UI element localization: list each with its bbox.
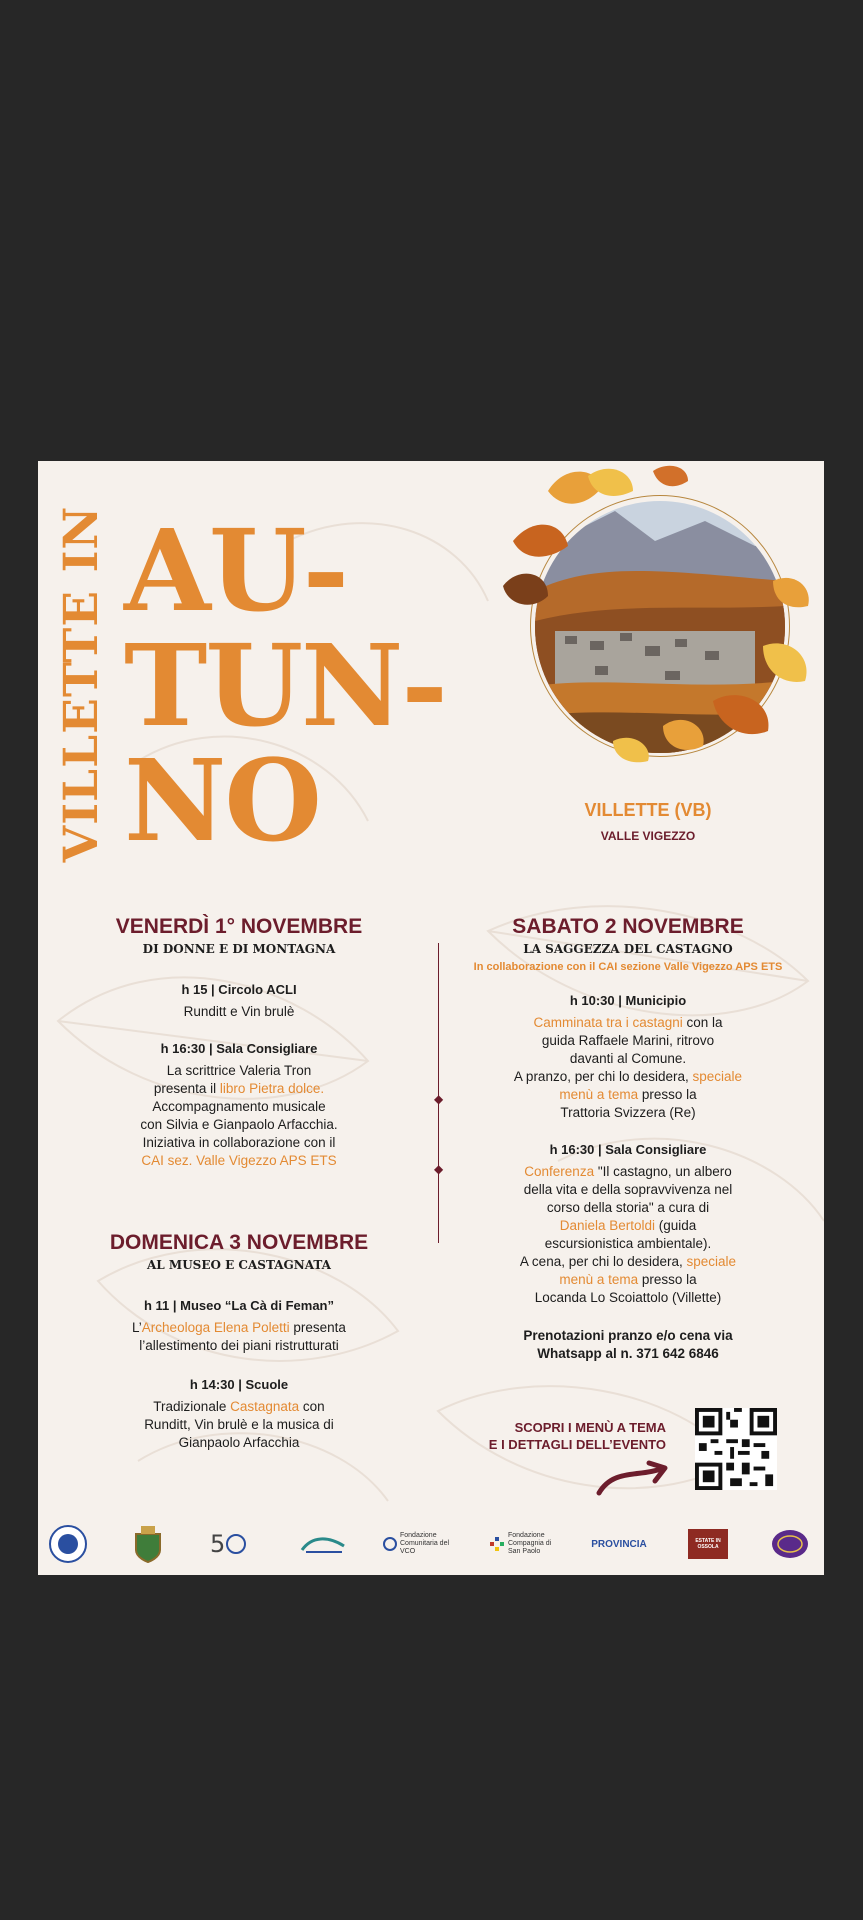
sunday-event2-line1: [60, 1398, 418, 1416]
text-span: con: [299, 1399, 325, 1414]
cta-text: [448, 1419, 666, 1453]
friday-event2-line1: La scrittrice Valeria Tron: [166, 1063, 312, 1078]
saturday-event2-line2: della vita e della sopravvivenza nel: [523, 1182, 733, 1197]
municipality-crest: [130, 1524, 166, 1564]
text-span: presenta il: [153, 1081, 220, 1096]
text-span: presso la: [638, 1087, 697, 1102]
club-logo: [770, 1524, 810, 1564]
saturday-collab: In collaborazione con il CAI sezione Valle Vigezzo APS ETS: [473, 961, 783, 973]
saturday-event2-time: h 16:30 | Sala Consigliare: [549, 1142, 707, 1157]
sunday-event2-line3: Gianpaolo Arfacchia: [178, 1435, 300, 1450]
text-span: presso la: [638, 1272, 697, 1287]
castagne-logo: [686, 1524, 730, 1564]
saturday-event2-line1: [448, 1163, 808, 1181]
booking-line1: Prenotazioni pranzo e/o cena via: [523, 1328, 733, 1343]
sunday-event2-time: h 14:30 | Scuole: [189, 1377, 289, 1392]
saturday-event1-line5: [448, 1086, 808, 1104]
sunday-event1-text: [60, 1319, 418, 1355]
fondazione-comunitaria-text: Fondazione Comunitaria del VCO: [400, 1532, 450, 1555]
text-span: con la: [682, 1015, 723, 1030]
sunday-event2-line2: Runditt, Vin brulè e la musica di: [144, 1417, 334, 1432]
friday-event2-text: [60, 1062, 418, 1170]
divider-ornament: ◆: [434, 1162, 444, 1176]
saturday-event2-line5: escursionistica ambientale).: [544, 1236, 712, 1251]
sunday-subtitle: AL MUSEO E CASTAGNATA: [146, 1258, 331, 1272]
special-label: speciale: [692, 1069, 743, 1084]
saturday-event1-line4: [448, 1068, 808, 1086]
fondazione-comunitaria-logo: [383, 1524, 453, 1564]
saturday-subtitle: LA SAGGEZZA DEL CASTAGNO: [523, 942, 733, 956]
friday-event2-line5: Iniziativa in collaborazione con il: [142, 1135, 336, 1150]
vertical-title: VILLETTE IN: [54, 505, 109, 863]
text-span: presenta: [289, 1320, 346, 1335]
provincia-text: PROVINCIA: [591, 1538, 647, 1550]
saturday-event2-line6: [448, 1253, 808, 1271]
divider-ornament: ◆: [434, 1092, 444, 1106]
sunday-event1-line2: l’allestimento dei piani ristrutturati: [139, 1338, 339, 1353]
friday-day: VENERDÌ 1° NOVEMBRE: [115, 915, 363, 938]
conference-label: Conferenza: [524, 1164, 595, 1179]
book-title: libro Pietra dolce.: [219, 1081, 325, 1096]
sunday-event1-line1: [60, 1319, 418, 1337]
speaker-name: Daniela Bertoldi: [559, 1218, 656, 1233]
text-span: Tradizionale: [153, 1399, 231, 1414]
title-line-2: TUN-: [124, 621, 446, 752]
cta-line2: E I DETTAGLI DELL’EVENTO: [488, 1437, 666, 1452]
fondazione-compagnia-text: Fondazione Compagnia di San Paolo: [508, 1532, 552, 1555]
booking-line2: Whatsapp al n. 371 642 6846: [537, 1346, 719, 1361]
menu-label: menù a tema: [559, 1087, 639, 1102]
saturday-event1-line3: davanti al Comune.: [569, 1051, 687, 1066]
saturday-event2-text: [448, 1163, 808, 1307]
friday-event1-time: h 15 | Circolo ACLI: [181, 982, 297, 997]
castagnata: Castagnata: [230, 1399, 300, 1414]
friday-event2-line3: Accompagnamento musicale: [152, 1099, 326, 1114]
special-label: speciale: [686, 1254, 737, 1269]
cta-line1: SCOPRI I MENÙ A TEMA: [514, 1420, 666, 1435]
saturday-day: SABATO 2 NOVEMBRE: [512, 915, 744, 938]
sunday-event1-time: h 11 | Museo “La Cà di Feman”: [143, 1298, 335, 1313]
friday-event2-line4: con Silvia e Gianpaolo Arfacchia.: [140, 1117, 338, 1132]
place-name: VILLETTE (VB): [584, 800, 712, 820]
booking-info: [448, 1327, 808, 1363]
archaeologist-name: Archeologa Elena Poletti: [141, 1320, 290, 1335]
sunday-section: [60, 1231, 418, 1452]
qr-code[interactable]: [695, 1408, 777, 1490]
fondazione-compagnia-logo: [490, 1524, 560, 1564]
friday-section: [60, 915, 418, 1170]
saturday-event1-line1: [448, 1014, 808, 1032]
friday-event2-line6: CAI sez. Valle Vigezzo APS ETS: [141, 1153, 337, 1168]
walk-title: Camminata tra i castagni: [533, 1015, 683, 1030]
sunday-day: DOMENICA 3 NOVEMBRE: [109, 1231, 369, 1254]
sunday-event2-text: [60, 1398, 418, 1452]
association-logo: [46, 1524, 90, 1564]
friday-subtitle: DI DONNE E DI MONTAGNA: [142, 942, 336, 956]
saturday-event2-line3: corso della storia" a cura di: [546, 1200, 710, 1215]
text-span: A pranzo, per chi lo desidera,: [513, 1069, 693, 1084]
text-span: "Il castagno, un albero: [594, 1164, 732, 1179]
svg-text:5: 5: [210, 1530, 226, 1558]
event-poster: [38, 461, 824, 1575]
title-line-3: NO: [124, 736, 320, 867]
text-span: A cena, per chi lo desidera,: [519, 1254, 687, 1269]
menu-label: menù a tema: [559, 1272, 639, 1287]
castagne-text: ESTATE IN OSSOLA: [688, 1529, 728, 1559]
saturday-event1-text: [448, 1014, 808, 1122]
saturday-event1-line2: guida Raffaele Marini, ritrovo: [541, 1033, 715, 1048]
anniversary-logo: [208, 1524, 252, 1564]
title-line-1: AU-: [124, 506, 348, 637]
saturday-event1-line6: Trattoria Svizzera (Re): [560, 1105, 696, 1120]
region-name: VALLE VIGEZZO: [600, 829, 696, 843]
friday-event1-text: Runditt e Vin brulè: [183, 1004, 295, 1019]
autumn-leaves-decoration: [493, 461, 823, 791]
sponsor-logos: [38, 1524, 824, 1564]
text-span: (guida: [655, 1218, 697, 1233]
saturday-event2-line7: [448, 1271, 808, 1289]
saturday-event2-line8: Locanda Lo Scoiattolo (Villette): [534, 1290, 722, 1305]
leaf-logo: [298, 1524, 348, 1564]
friday-event2-time: h 16:30 | Sala Consigliare: [160, 1041, 318, 1056]
saturday-event1-time: h 10:30 | Municipio: [569, 993, 687, 1008]
arrow-icon: [593, 1459, 673, 1499]
text-span: L’: [132, 1320, 142, 1335]
saturday-event2-line4: [448, 1217, 808, 1235]
saturday-section: [448, 915, 808, 1363]
friday-event2-line2: [60, 1080, 418, 1098]
provincia-logo: [588, 1524, 650, 1564]
